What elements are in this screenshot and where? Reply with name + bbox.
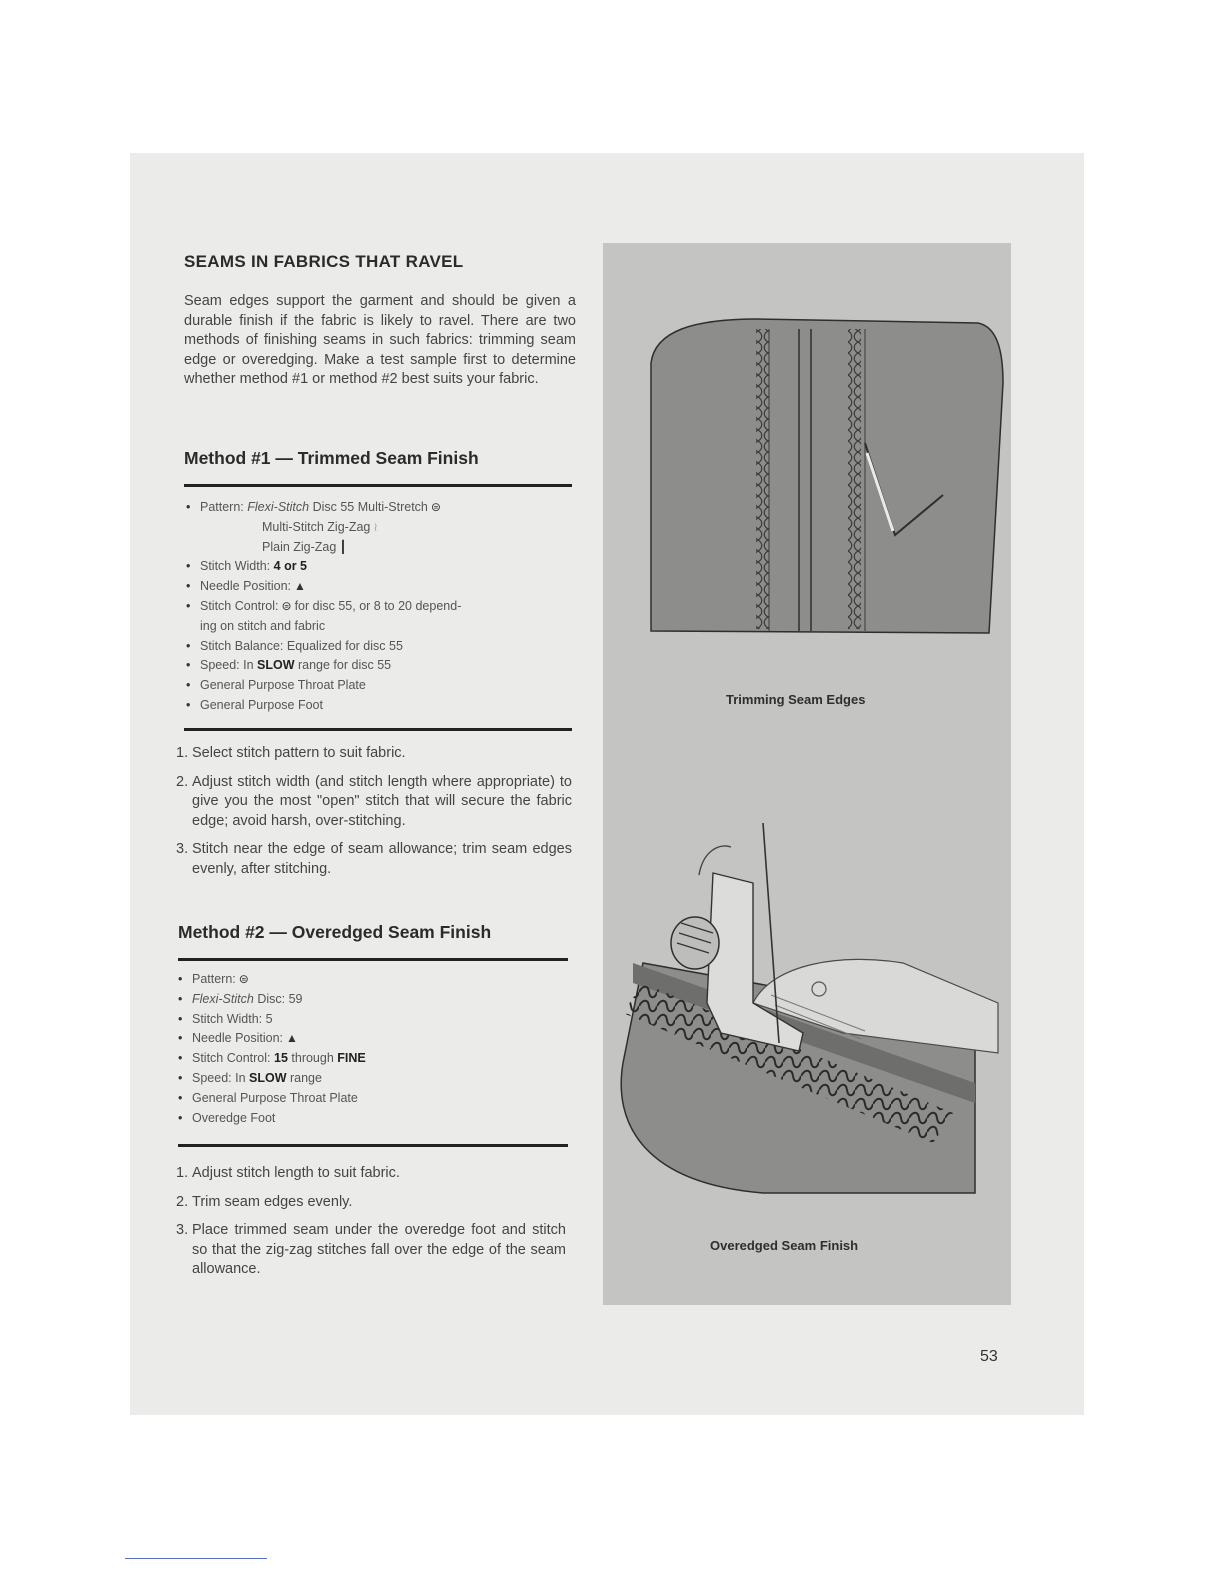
spec-disc: • Flexi-Stitch Disc: 59: [178, 990, 366, 1010]
spec-speed: • Speed: In SLOW range for disc 55: [186, 656, 461, 676]
spec-control: • Stitch Control: 15 through FINE: [178, 1049, 366, 1069]
multi-stretch-icon: ⊜: [281, 598, 292, 613]
caption-overedged: Overedged Seam Finish: [710, 1238, 859, 1253]
spec-pattern: • Pattern: Flexi-Stitch Disc 55 Multi-Stretch ⊜: [186, 498, 461, 518]
multi-stretch-icon: ⊜: [238, 972, 249, 986]
method2-step: 3. Place trimmed seam under the overedge foot and stitch so that the zig-zag stitches fall over the edge of the seam allowance.: [176, 1222, 566, 1277]
presser-foot: [707, 873, 803, 1051]
trimmed-seam-figure: [651, 319, 1003, 633]
spec-width: • Stitch Width: 4 or 5: [186, 557, 461, 577]
method2-top-rule: [178, 958, 568, 961]
method2-step: 1. Adjust stitch length to suit fabric.: [176, 1165, 400, 1181]
method1-step: 1. Select stitch pattern to suit fabric.: [176, 745, 406, 761]
spec-control: • Stitch Control: ⊜ for disc 55, or 8 to 20 depend-: [186, 597, 461, 617]
method1-bottom-rule: [184, 728, 572, 731]
method2-step: 2. Trim seam edges evenly.: [176, 1193, 353, 1210]
seam-illustrations: [603, 243, 1011, 1305]
zigzag-icon: ≀: [373, 519, 378, 534]
method1-title: Method #1 — Trimmed Seam Finish: [184, 448, 479, 468]
page-number: 53: [980, 1348, 998, 1365]
spec-foot: • Overedge Foot: [178, 1109, 366, 1129]
intro-paragraph: Seam edges support the garment and should be given a durable finish if the fabric is likely to ravel. There are two methods of finishing seams in such fabrics: trimming seam edge or overedging. Make a test sample first to determine whether method #1 or method #2 best suits your fabric.: [184, 293, 576, 387]
spec-pattern-3: Plain Zig-Zag ┃: [186, 538, 461, 558]
spec-control-2: ing on stitch and fabric: [200, 618, 326, 633]
footer-rule: [125, 1558, 267, 1559]
spec-throat: • General Purpose Throat Plate: [178, 1089, 366, 1109]
method2-title: Method #2 — Overedged Seam Finish: [178, 922, 492, 942]
caption-trimming: Trimming Seam Edges: [726, 692, 866, 707]
spec-pattern: • Pattern: ⊜: [178, 970, 366, 990]
method2-steps: [176, 1164, 566, 1289]
spec-needle: • Needle Position: ▲: [178, 1029, 366, 1049]
spec-speed: • Speed: In SLOW range: [178, 1069, 366, 1089]
spec-balance: • Stitch Balance: Equalized for disc 55: [186, 637, 461, 657]
method1-spec-list: [186, 498, 461, 716]
plain-zigzag-icon: ┃: [339, 539, 347, 554]
illustration-panel: [603, 243, 1011, 1305]
needle-center-icon: ▲: [286, 1031, 298, 1046]
spec-width: • Stitch Width: 5: [178, 1010, 366, 1030]
method1-step: 2. Adjust stitch width (and stitch length where appropriate) to give you the most "open" stitch that will secure the fabric edge; avoid harsh, over-stitching.: [176, 773, 572, 829]
multi-stretch-icon: ⊜: [430, 500, 441, 514]
spec-needle: • Needle Position: ▲: [186, 577, 461, 597]
right-seam-stitches: [848, 329, 861, 629]
spec-throat: • General Purpose Throat Plate: [186, 676, 461, 696]
method1-top-rule: [184, 484, 572, 487]
spec-pattern-2: Multi-Stitch Zig-Zag ≀: [186, 518, 461, 538]
method1-steps: [176, 744, 572, 888]
left-seam-stitches: [756, 329, 769, 629]
method2-bottom-rule: [178, 1144, 568, 1147]
needle-center-icon: ▲: [294, 579, 306, 594]
section-heading: SEAMS IN FABRICS THAT RAVEL: [184, 252, 464, 271]
spec-foot: • General Purpose Foot: [186, 696, 461, 716]
method1-step: 3. Stitch near the edge of seam allowance; trim seam edges evenly, after stitching.: [176, 841, 572, 877]
method2-spec-list: [178, 970, 366, 1128]
overedge-figure: [621, 823, 998, 1193]
